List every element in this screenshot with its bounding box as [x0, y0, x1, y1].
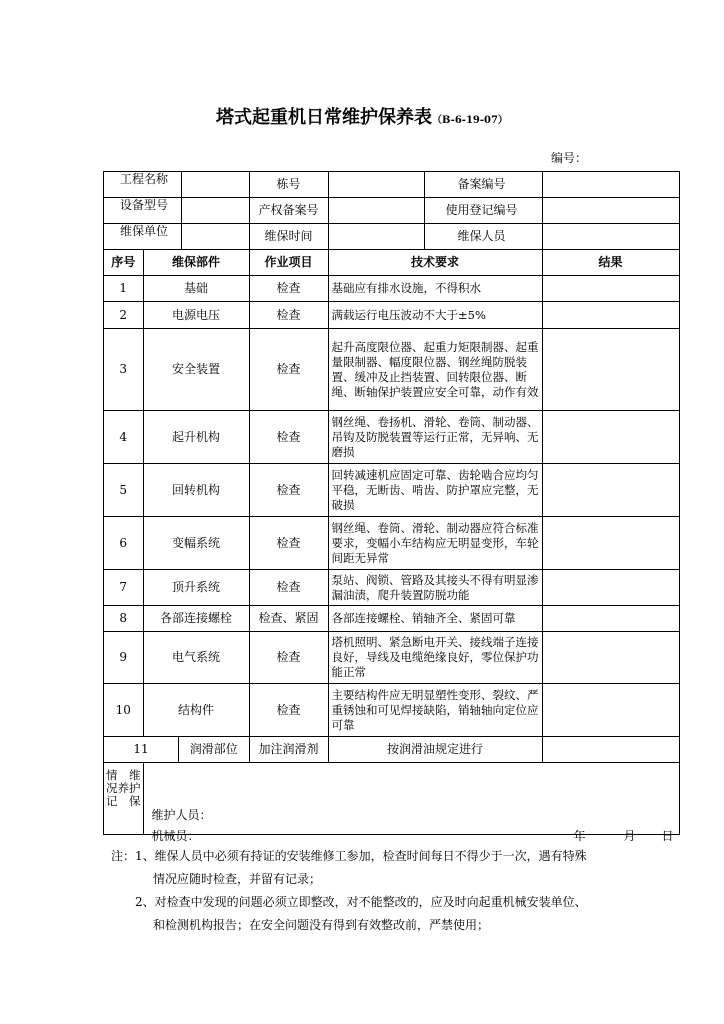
- note-1: 注：1、维保人员中必须有持证的安装维修工参加，检查时间每日不得少于一次，遇有特殊: [111, 849, 587, 863]
- note-2b: 和检测机构报告；在安全问题没有得到有效整改前，严禁使用；: [153, 918, 490, 932]
- usage-reg-field[interactable]: [542, 198, 679, 224]
- table-row: 1 基础 检查 基础应有排水设施，不得积水: [104, 276, 680, 302]
- table-row: 9 电气系统 检查 塔机照明、紧急断电开关、接线端子连接良好，导线及电缆绝缘良好，零位保护功能正常: [104, 632, 680, 684]
- form-title: [0, 103, 724, 129]
- table-row: 2 电源电压 检查 满载运行电压波动不大于±5%: [104, 302, 680, 329]
- result-cell[interactable]: [542, 632, 679, 684]
- note-1b: 情况应随时检查，并留有记录；: [153, 872, 322, 886]
- table-row: 3 安全装置 检查 起升高度限位器、起重力矩限制器、起重量限制器、幅度限位器、钢丝绳防脱装置、缓冲及止挡装置、回转限位器、断绳、断轴保护装置应安全可靠，动作有效: [104, 329, 680, 411]
- header-no: 序号: [104, 250, 144, 276]
- equipment-model-label: 设备型号: [104, 198, 250, 224]
- maint-signer-label: 维护人员：: [151, 808, 212, 822]
- table-row: 7 顶升系统 检查 泵站、阀锁、管路及其接头不得有明显渗漏油渍，爬升装置防脱功能: [104, 570, 680, 606]
- property-record-field[interactable]: 使用登记编号: [328, 198, 542, 224]
- result-cell[interactable]: [542, 737, 679, 763]
- header-req: 技术要求: [328, 250, 542, 276]
- project-name-label: 工程名称: [104, 172, 250, 198]
- header-op: 作业项目: [249, 250, 328, 276]
- table-row: 10 结构件 检查 主要结构件应无明显塑性变形、裂纹、严重锈蚀和可见焊接缺陷，销轴轴向定位应可靠: [104, 684, 680, 737]
- maint-staff-field[interactable]: [542, 224, 679, 250]
- header-result: 结果: [542, 250, 679, 276]
- record-no-field[interactable]: [542, 172, 679, 198]
- doc-number-label: 编号：: [551, 151, 588, 165]
- result-cell[interactable]: [542, 329, 679, 411]
- maint-time-label: 维保时间: [249, 224, 328, 250]
- result-cell[interactable]: [542, 684, 679, 737]
- officer-label: 机械员：: [151, 829, 200, 843]
- table-row: 5 回转机构 检查 回转减速机应固定可靠、齿轮啮合应均匀平稳，无断齿、啃齿、防护罩应完整，无破损: [104, 464, 680, 517]
- maint-time-field[interactable]: 维保人员: [328, 224, 542, 250]
- title-text: 塔式起重机日常维护保养表: [216, 107, 433, 128]
- result-cell[interactable]: [542, 411, 679, 464]
- building-no-label: 栋号: [249, 172, 328, 198]
- table-row: 4 起升机构 检查 钢丝绳、卷扬机、滑轮、卷筒、制动器、吊钩及防脱装置等运行正常，无异响、无磨损: [104, 411, 680, 464]
- property-record-label: 产权备案号: [249, 198, 328, 224]
- maint-unit-label: 维保单位: [104, 224, 250, 250]
- result-cell[interactable]: [542, 606, 679, 632]
- result-cell[interactable]: [542, 517, 679, 570]
- record-label: 情 维 况 养 护 记 保: [104, 763, 144, 835]
- record-area[interactable]: [143, 763, 679, 843]
- table-row: 8 各部连接螺栓 检查、紧固 各部连接螺栓、销轴齐全、紧固可靠: [104, 606, 680, 632]
- date-day: 日: [661, 829, 674, 843]
- result-cell[interactable]: [542, 464, 679, 517]
- building-no-field[interactable]: 备案编号: [328, 172, 542, 198]
- result-cell[interactable]: [542, 570, 679, 606]
- note-2: 2、对检查中发现的问题必须立即整改，对不能整改的，应及时向起重机械安装单位、: [135, 895, 587, 909]
- result-cell[interactable]: [542, 276, 679, 302]
- notes: [111, 845, 587, 937]
- date-year: 年: [573, 829, 586, 843]
- date-month: 月: [623, 829, 636, 843]
- form-code: （B-6-19-07）: [432, 115, 508, 126]
- maintenance-table: [103, 171, 680, 843]
- table-row: 11 润滑部位 加注润滑剂 按润滑油规定进行: [104, 737, 680, 763]
- header-part: 维保部件: [143, 250, 249, 276]
- table-row: 6 变幅系统 检查 钢丝绳、卷筒、滑轮、制动器应符合标准要求，变幅小车结构应无明显变形，车轮间距无异常: [104, 517, 680, 570]
- result-cell[interactable]: [542, 302, 679, 329]
